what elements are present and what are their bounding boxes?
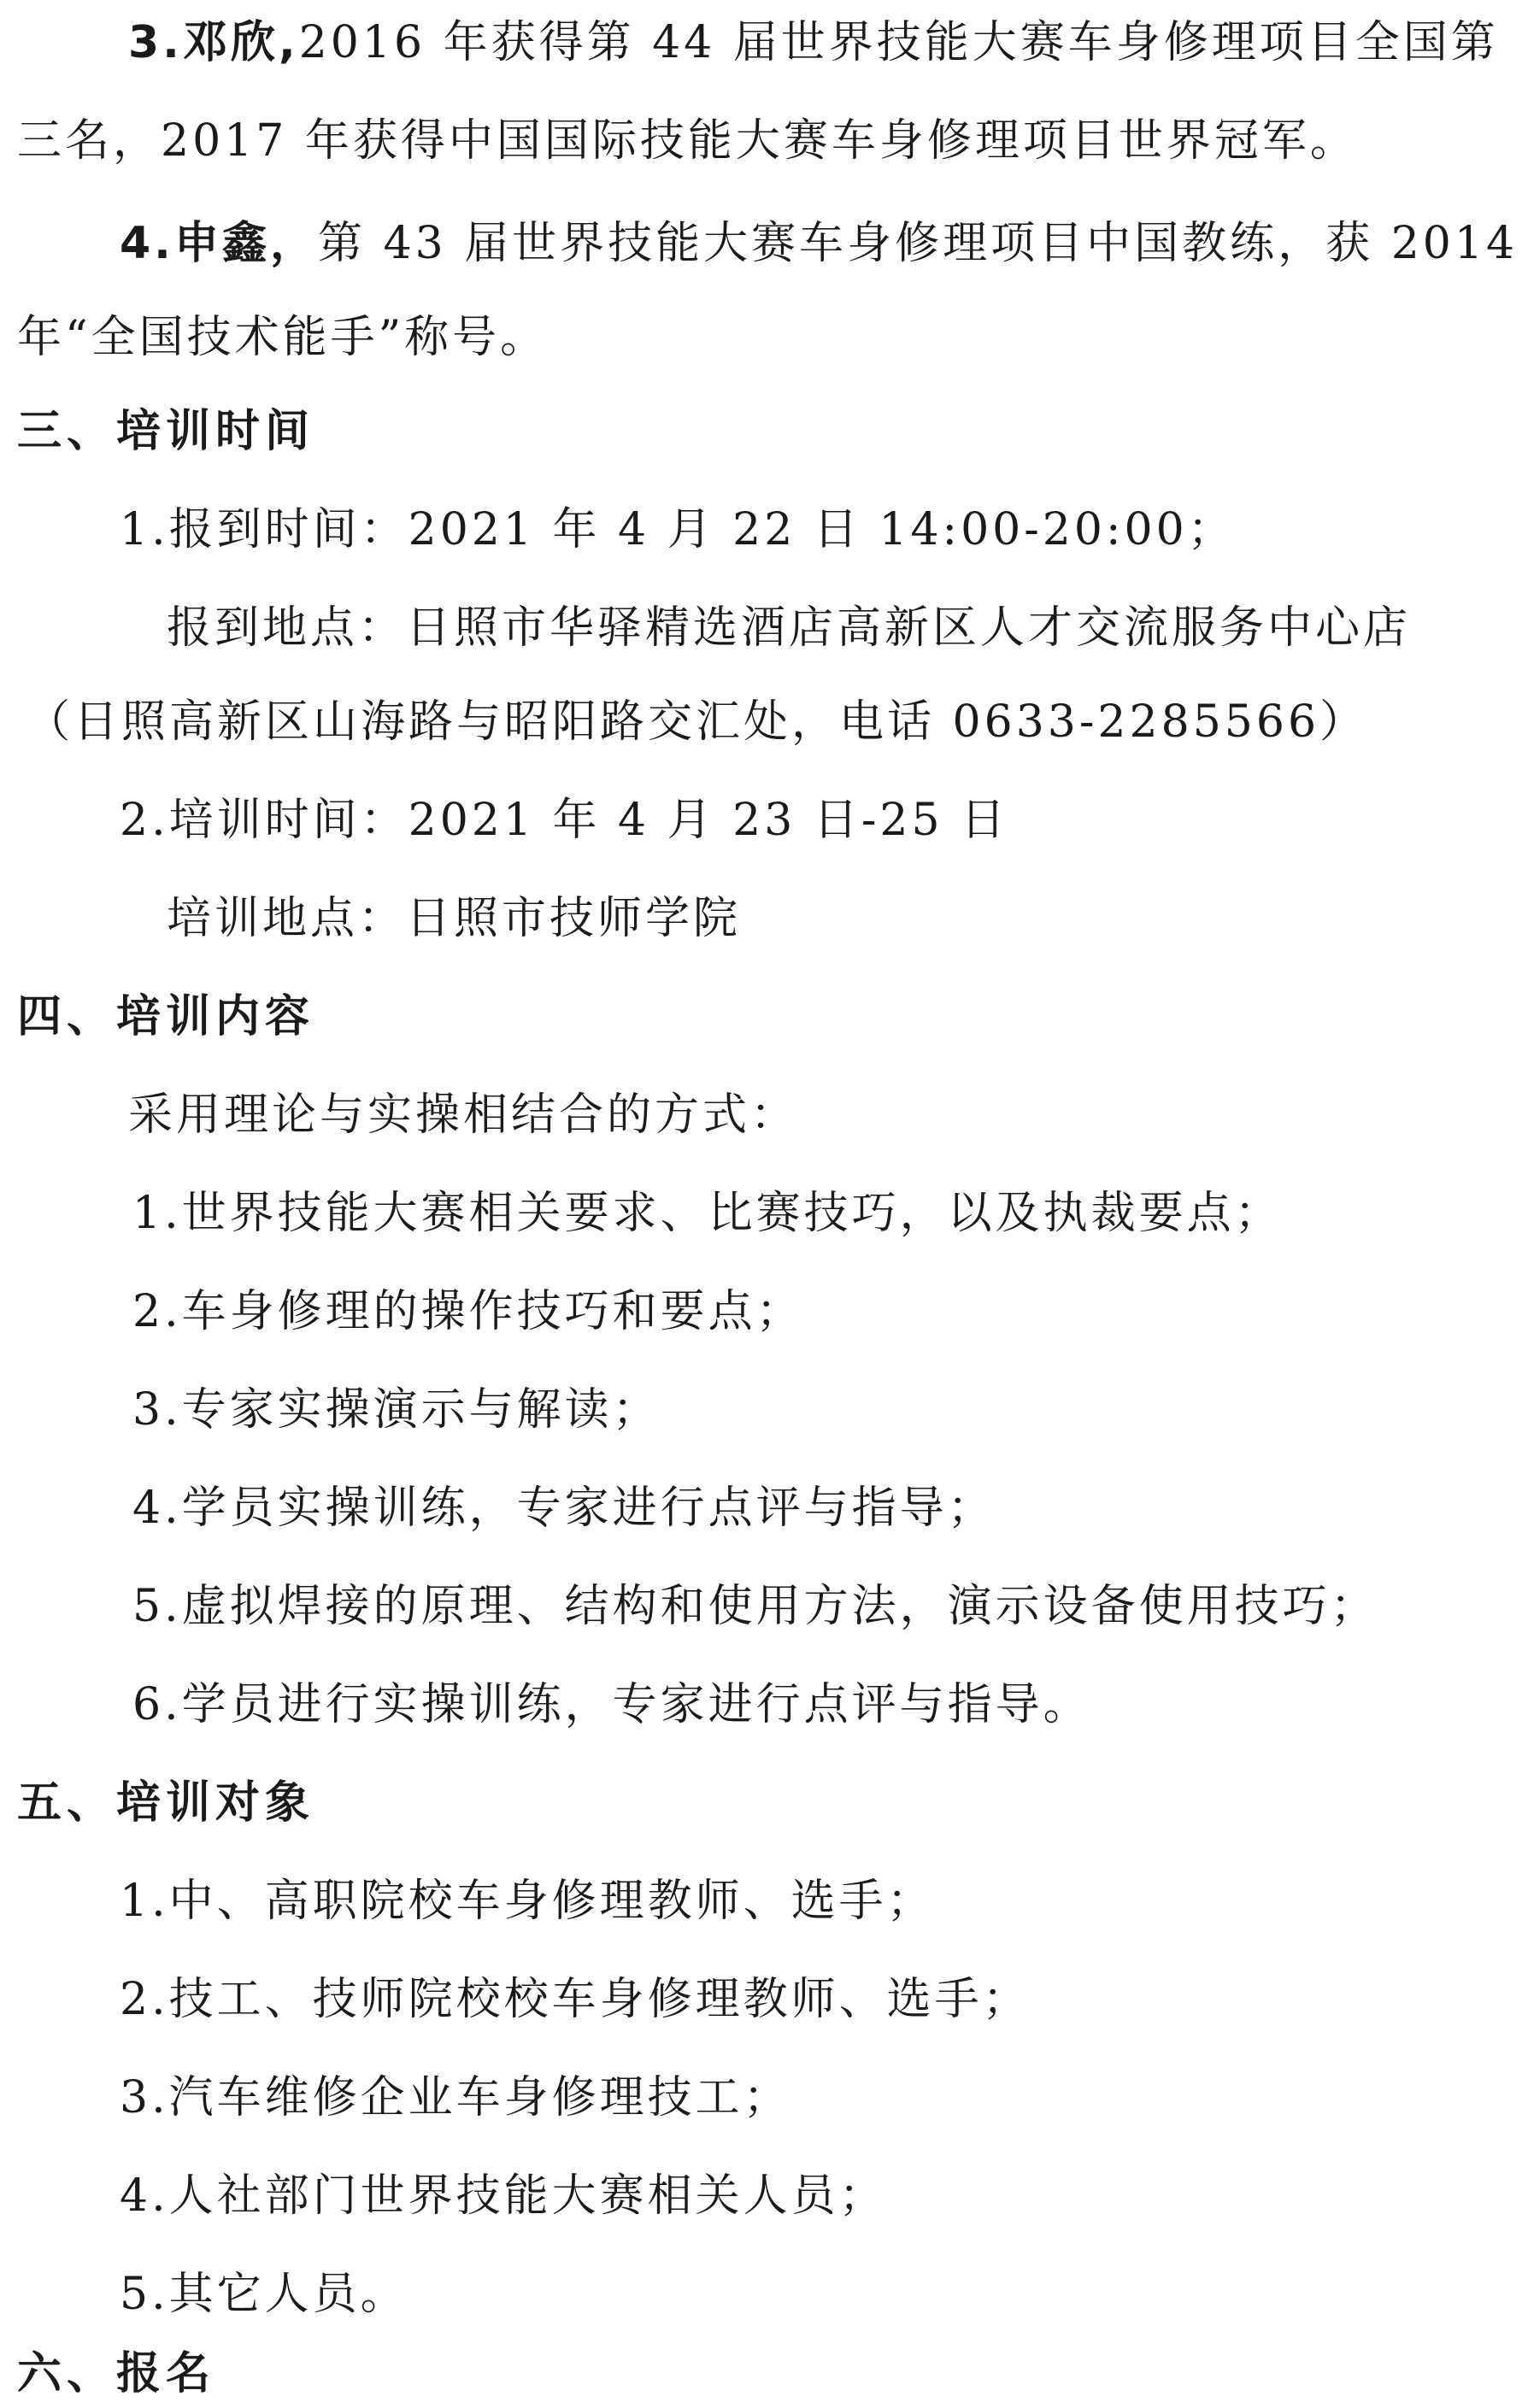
paragraph-continuation: 年“全国技术能手”称号。 [17,312,549,363]
section-heading-training-target: 五、培训对象 [17,1777,315,1829]
list-item: 2.技工、技师院校校车身修理教师、选手； [120,1974,1031,2025]
item-number: 4. [120,218,174,269]
paragraph-coach-3 [0,9,1528,77]
paragraph-text: 2016 年获得第 44 届世界技能大赛车身修理项目全国第 [298,17,1499,68]
list-item: 4.学员实操训练，专家进行点评与指导； [132,1483,996,1534]
paragraph-coach-4 [0,209,1528,278]
content-intro: 采用理论与实操相结合的方式： [128,1089,799,1141]
list-item: 6.学员进行实操训练，专家进行点评与指导。 [132,1679,1091,1730]
registration-time: 1.报到时间：2021 年 4 月 22 日 14:00-20:00； [120,504,1236,555]
paragraph-continuation: 三名，2017 年获得中国国际技能大赛车身修理项目世界冠军。 [17,115,1358,167]
paragraph-text: 第 43 届世界技能大赛车身修理项目中国教练，获 2014 [317,218,1519,269]
list-item: 4.人社部门世界技能大赛相关人员； [120,2170,887,2222]
registration-place: 报到地点：日照市华驿精选酒店高新区人才交流服务中心店 [167,602,1412,654]
section-heading-registration: 六、报名 [17,2348,216,2399]
registration-place-detail: （日照高新区山海路与昭阳路交汇处，电话 0633-2285566） [26,696,1368,748]
list-item: 2.车身修理的操作技巧和要点； [132,1286,804,1337]
list-item: 1.世界技能大赛相关要求、比赛技巧，以及执裁要点； [132,1188,1283,1239]
person-name: 邓欣, [182,17,299,68]
list-item: 5.虚拟焊接的原理、结构和使用方法，演示设备使用技巧； [132,1581,1378,1632]
training-place: 培训地点：日照市技师学院 [167,893,742,944]
person-name: 申鑫， [173,218,318,269]
section-heading-training-time: 三、培训时间 [17,406,315,457]
list-item: 5.其它人员。 [120,2269,408,2320]
list-item: 3.专家实操演示与解读； [132,1384,661,1436]
list-item: 1.中、高职院校车身修理教师、选手； [120,1876,935,1927]
training-time: 2.培训时间：2021 年 4 月 23 日-25 日 [120,795,1009,846]
section-heading-training-content: 四、培训内容 [17,991,315,1042]
list-item: 3.汽车维修企业车身修理技工； [120,2072,791,2123]
item-number: 3. [128,17,183,68]
